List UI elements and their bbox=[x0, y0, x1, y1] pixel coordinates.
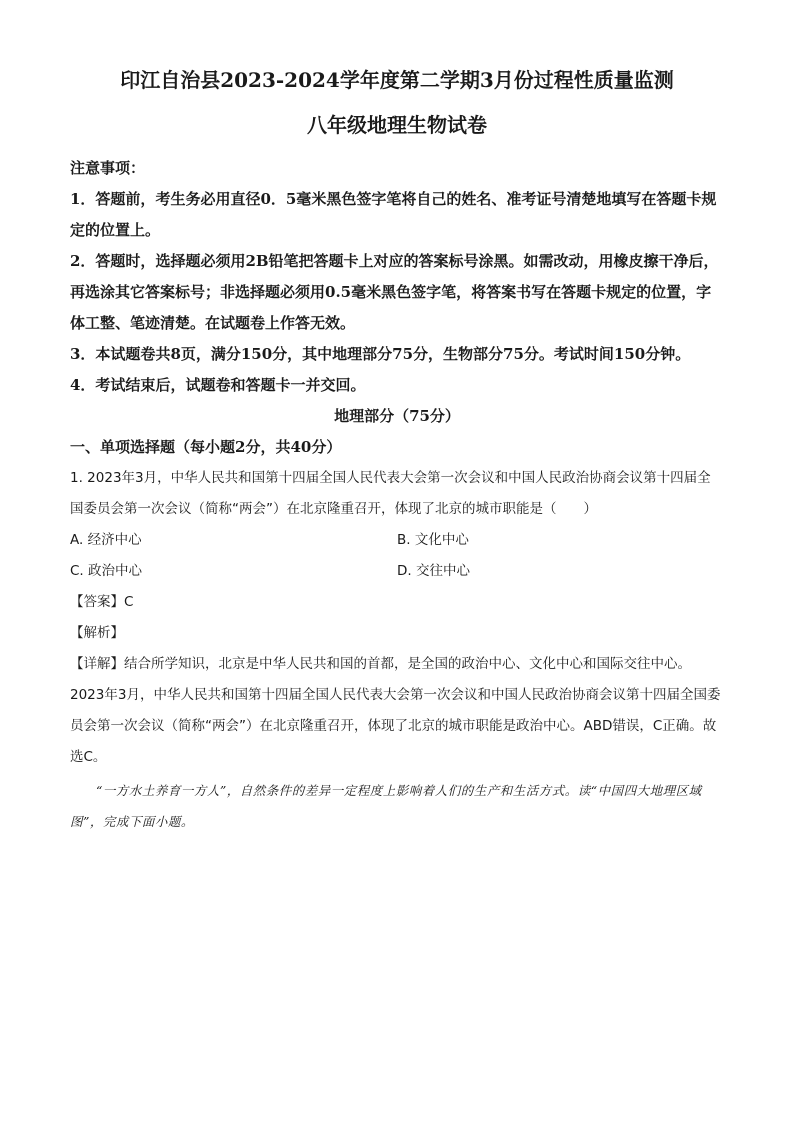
note-item-3: 3．本试题卷共8页，满分150分，其中地理部分75分，生物部分75分。考试时间150分钟。 bbox=[70, 345, 691, 363]
answer-label: 【答案】C bbox=[70, 594, 134, 610]
single-choice-heading: 一、单项选择题（每小题2分，共40分） bbox=[70, 438, 342, 456]
exam-title-line1: 印江自治县2023-2024学年度第二学期3月份过程性质量监测 bbox=[120, 68, 674, 92]
option-d: D. 交往中心 bbox=[397, 563, 470, 579]
option-b: B. 文化中心 bbox=[397, 532, 469, 548]
notes-heading: 注意事项： bbox=[70, 159, 146, 177]
question-1-options bbox=[70, 525, 724, 587]
exam-title-line2: 八年级地理生物试卷 bbox=[307, 113, 487, 137]
lead-paragraph: “一方水土养育一方人”，自然条件的差异一定程度上影响着人们的生产和生活方式。读“中国四大地理区域图”，完成下面小题。 bbox=[70, 783, 702, 829]
option-c: C. 政治中心 bbox=[70, 563, 143, 579]
note-item-1: 1．答题前，考生务必用直径0．5毫米黑色签字笔将自己的姓名、准考证号清楚地填写在答题卡规定的位置上。 bbox=[70, 190, 717, 239]
question-1-stem: 1. 2023年3月，中华人民共和国第十四届全国人民代表大会第一次会议和中国人民政治协商会议第十四届全国委员会第一次会议（简称“两会”）在北京隆重召开，体现了北京的城市职能是（ ） bbox=[70, 470, 711, 517]
note-item-2: 2．答题时，选择题必须用2B铅笔把答题卡上对应的答案标号涂黑。如需改动，用橡皮擦干净后，再选涂其它答案标号；非选择题必须用0.5毫米黑色签字笔，将答案书写在答题卡规定的位置，字体工整、笔迹清楚。在试题卷上作答无效。 bbox=[70, 252, 719, 332]
detail-line-2: 2023年3月，中华人民共和国第十四届全国人民代表大会第一次会议和中国人民政治协商会议第十四届全国委员会第一次会议（简称“两会”）在北京隆重召开，体现了北京的城市职能是政治中心。ABD错误，C正确。故选C。 bbox=[70, 687, 721, 765]
detail-line-1: 【详解】结合所学知识，北京是中华人民共和国的首都，是全国的政治中心、文化中心和国际交往中心。 bbox=[70, 656, 691, 672]
geography-section-heading: 地理部分（75分） bbox=[334, 407, 460, 425]
exam-page bbox=[70, 66, 724, 837]
question-1 bbox=[70, 463, 724, 773]
analysis-label: 【解析】 bbox=[70, 625, 124, 641]
note-item-4: 4．考试结束后，试题卷和答题卡一并交回。 bbox=[70, 376, 366, 394]
option-a: A. 经济中心 bbox=[70, 532, 142, 548]
notes-block bbox=[70, 153, 724, 401]
group-lead-text bbox=[70, 775, 724, 837]
